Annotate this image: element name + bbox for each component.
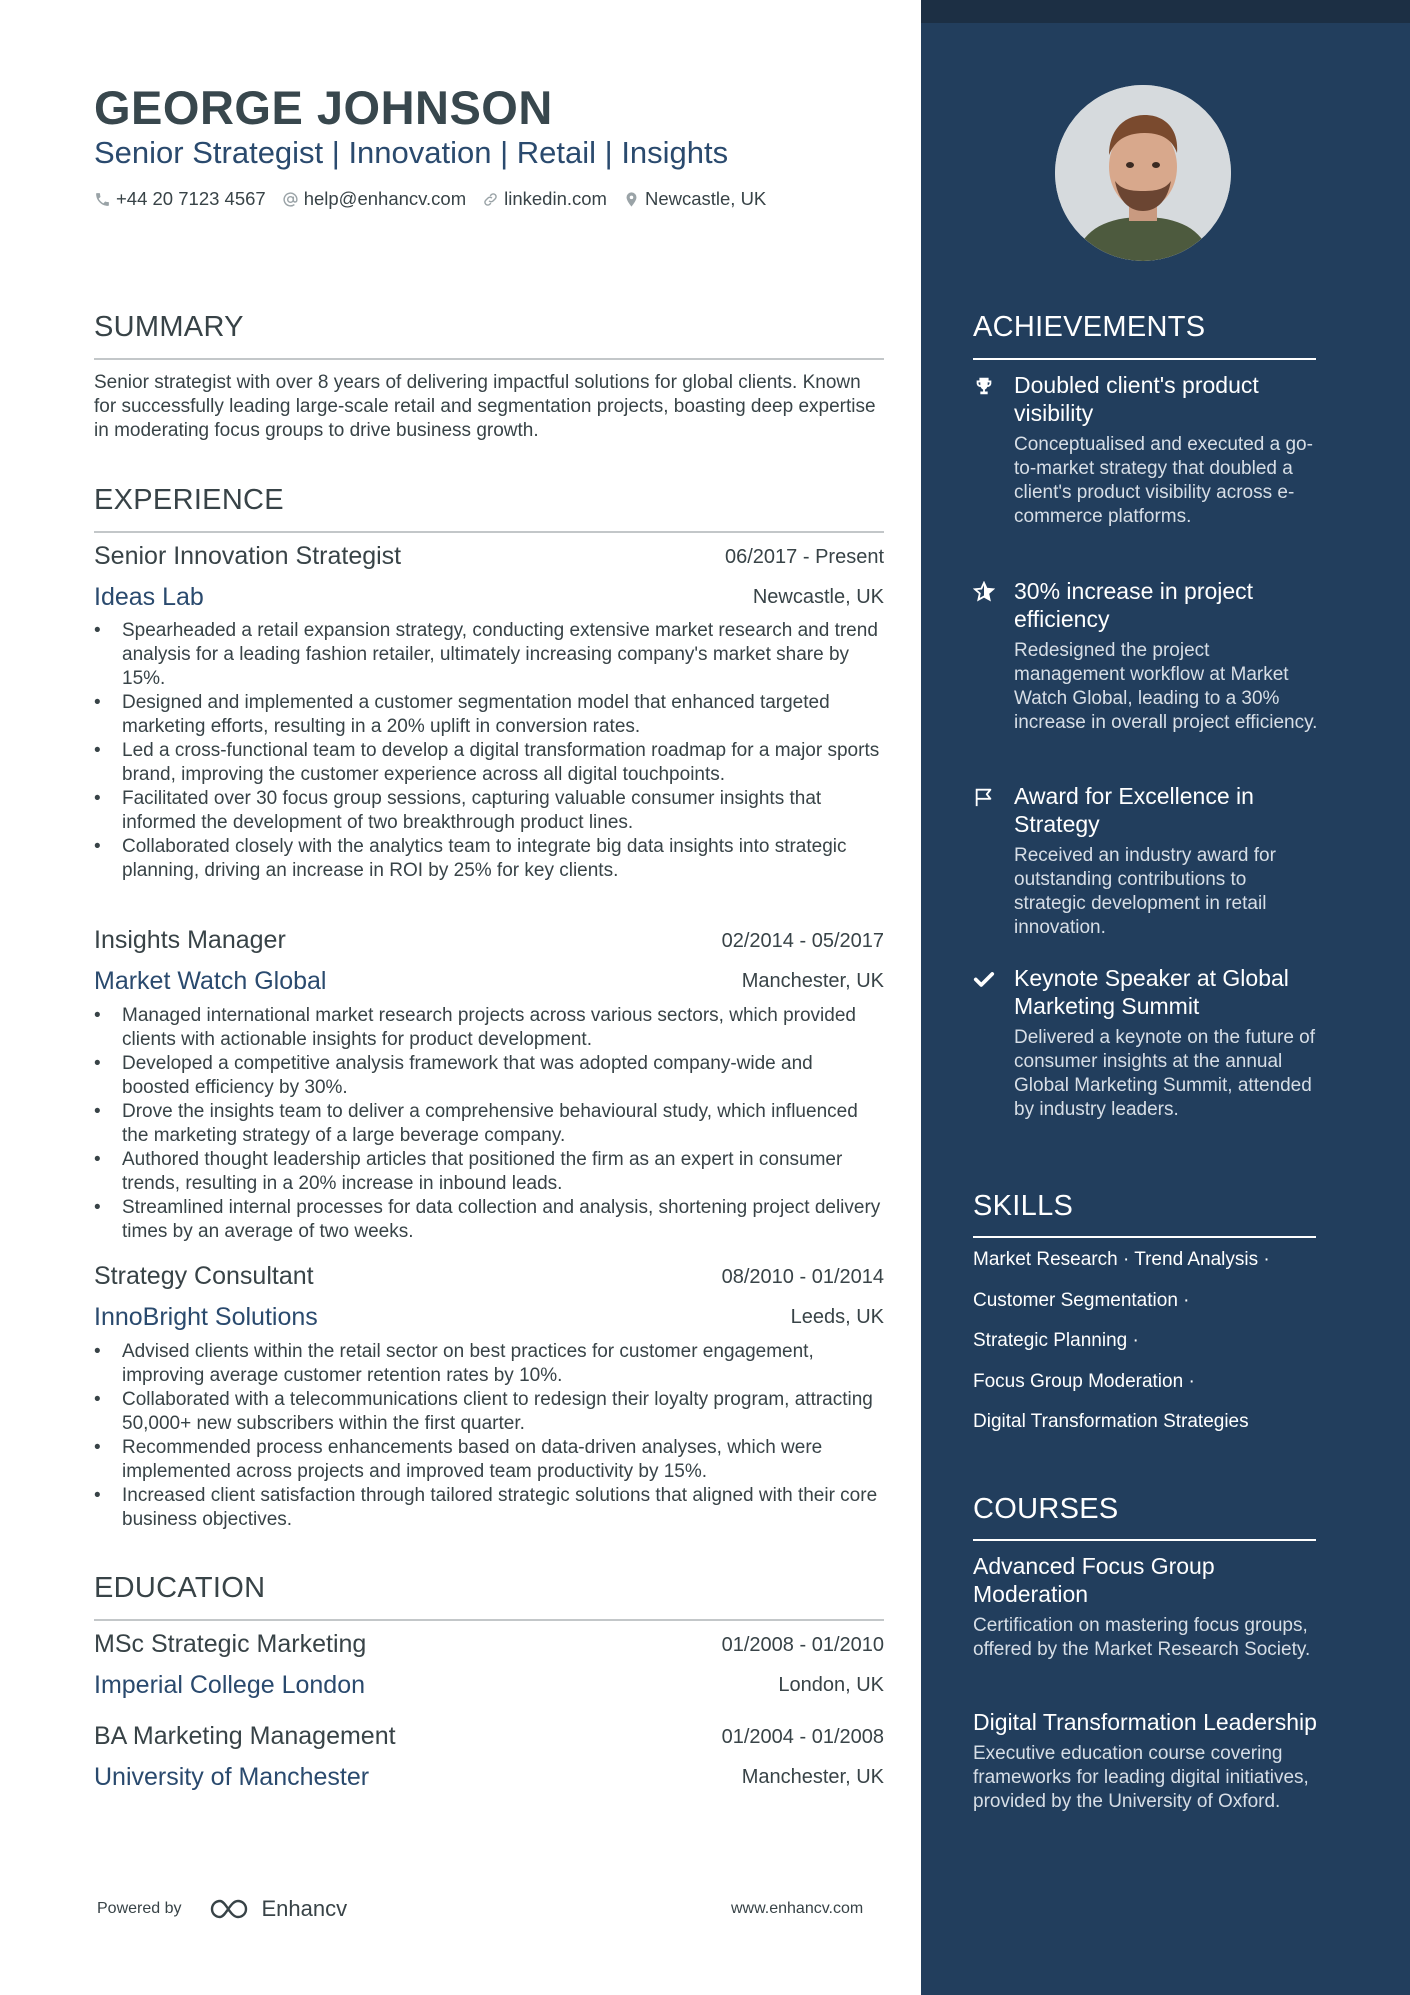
achievement-desc: Delivered a keynote on the future of consumer insights at the annual Global Marketing Summit, attended by industry leaders. — [1014, 1027, 1316, 1120]
list-item: • Designed and implemented a customer segmentation model that enhanced targeted marketing efforts, resulting in a 20% uplift in conversion rates. — [94, 691, 884, 739]
education-title: EDUCATION — [94, 1572, 266, 1604]
experience-title: EXPERIENCE — [94, 484, 284, 516]
skills-title: SKILLS — [973, 1190, 1074, 1222]
skill-line: Digital Transformation Strategies — [973, 1411, 1249, 1432]
job-title: Strategy Consultant — [94, 1262, 314, 1290]
education-school: University of Manchester — [94, 1763, 370, 1791]
powered-by-label: Powered by — [97, 1900, 182, 1917]
job-bullets — [94, 619, 884, 883]
education-location: London, UK — [778, 1674, 884, 1696]
achievement-title: Keynote Speaker at Global Marketing Summit — [1014, 965, 1289, 1019]
skills-list — [973, 1248, 1323, 1451]
candidate-name: GEORGE JOHNSON — [94, 81, 553, 134]
skill-line: Strategic Planning · — [973, 1330, 1139, 1351]
contact-location-text: Newcastle, UK — [644, 188, 767, 209]
sidebar-top-band — [921, 0, 1410, 23]
enhancv-logo-text: Enhancv — [261, 1896, 348, 1921]
list-item: • Facilitated over 30 focus group sessions, capturing valuable consumer insights that informed the development of two breakthrough product lines. — [94, 787, 884, 835]
job-bullets — [94, 1004, 884, 1244]
avatar-portrait — [1055, 85, 1231, 261]
education-dates: 01/2008 - 01/2010 — [721, 1634, 884, 1656]
job-dates: 08/2010 - 01/2014 — [721, 1266, 884, 1288]
phone-icon — [94, 191, 111, 208]
footer-branding — [97, 1896, 347, 1922]
course-item — [973, 1552, 1323, 1662]
job-company: InnoBright Solutions — [94, 1303, 318, 1331]
education-degree: MSc Strategic Marketing — [94, 1630, 367, 1658]
list-item: • Developed a competitive analysis framework that was adopted company-wide and boosted efficiency by 30%. — [94, 1052, 884, 1100]
course-title: Advanced Focus Group Moderation — [973, 1553, 1215, 1607]
list-item: • Drove the insights team to deliver a comprehensive behavioural study, which influenced the marketing strategy of a large beverage company. — [94, 1100, 884, 1148]
skill-line: Market Research · Trend Analysis · — [973, 1249, 1270, 1270]
contact-email-text: help@enhancv.com — [303, 188, 467, 209]
education-dates: 01/2004 - 01/2008 — [721, 1726, 884, 1748]
list-item: • Streamlined internal processes for data collection and analysis, shortening project delivery times by an average of two weeks. — [94, 1196, 884, 1244]
achievement-desc: Received an industry award for outstanding contributions to strategic development in retail innovation. — [1014, 845, 1276, 938]
candidate-headline: Senior Strategist | Innovation | Retail | Insights — [94, 135, 729, 170]
summary-title: SUMMARY — [94, 311, 244, 343]
achievement-desc: Redesigned the project management workflow at Market Watch Global, leading to a 30% increase in overall project efficiency. — [1014, 640, 1318, 733]
job-title: Senior Innovation Strategist — [94, 542, 402, 570]
list-item: • Spearheaded a retail expansion strategy, conducting extensive market research and trend analysis for a leading fashion retailer, ultimately increasing company's market share by 15%. — [94, 619, 884, 691]
achievement-item — [973, 577, 1323, 735]
course-desc: Certification on mastering focus groups, offered by the Market Research Society. — [973, 1615, 1311, 1660]
link-icon — [482, 191, 499, 208]
course-title: Digital Transformation Leadership — [973, 1709, 1317, 1735]
achievements-title: ACHIEVEMENTS — [973, 311, 1206, 343]
job-title: Insights Manager — [94, 926, 286, 954]
contact-linkedin-text: linkedin.com — [504, 188, 607, 209]
list-item: • Collaborated closely with the analytics team to integrate big data insights into strategic planning, driving an increase in ROI by 25% for key clients. — [94, 835, 884, 883]
achievement-title: Doubled client's product visibility — [1014, 372, 1259, 426]
star-icon — [973, 581, 995, 603]
education-divider — [94, 1619, 884, 1621]
check-icon — [973, 968, 995, 990]
summary-text: Senior strategist with over 8 years of delivering impactful solutions for global clients. Known for successfully leading large-scale retail and segmentation projects, boasting deep expertise in moderating focus groups to drive business growth. — [94, 372, 876, 441]
achievement-title: 30% increase in project efficiency — [1014, 578, 1254, 632]
job-bullets — [94, 1340, 884, 1532]
education-school: Imperial College London — [94, 1671, 366, 1699]
courses-divider — [973, 1539, 1316, 1541]
list-item: • Authored thought leadership articles that positioned the firm as an expert in consumer trends, resulting in a 20% increase in inbound leads. — [94, 1148, 884, 1196]
contact-phone-text: +44 20 7123 4567 — [116, 188, 266, 209]
courses-title: COURSES — [973, 1493, 1119, 1525]
job-location: Leeds, UK — [790, 1306, 884, 1328]
list-item: • Increased client satisfaction through tailored strategic solutions that aligned with their core business objectives. — [94, 1484, 884, 1532]
skill-line: Customer Segmentation · — [973, 1289, 1190, 1311]
course-desc: Executive education course covering frameworks for leading digital initiatives, provided by the University of Oxford. — [973, 1743, 1309, 1812]
job-company: Ideas Lab — [94, 583, 204, 611]
course-item — [973, 1708, 1323, 1814]
summary-divider — [94, 358, 884, 360]
education-degree: BA Marketing Management — [94, 1722, 396, 1750]
at-icon — [282, 191, 299, 208]
job-location: Manchester, UK — [741, 970, 884, 992]
enhancv-logo-icon — [208, 1897, 254, 1921]
experience-divider — [94, 531, 884, 533]
enhancv-logo[interactable] — [208, 1896, 348, 1922]
list-item: • Collaborated with a telecommunications client to redesign their loyalty program, attracting 50,000+ new subscribers within the first quarter. — [94, 1388, 884, 1436]
achievement-desc: Conceptualised and executed a go-to-market strategy that doubled a client's product visibility across e-commerce platforms. — [1014, 434, 1313, 527]
job-company: Market Watch Global — [94, 967, 327, 995]
skills-divider — [973, 1236, 1316, 1238]
footer-website[interactable]: www.enhancv.com — [731, 1900, 864, 1917]
contact-email[interactable] — [282, 188, 466, 210]
contact-info — [94, 188, 766, 210]
job-dates: 02/2014 - 05/2017 — [721, 930, 884, 952]
job-location: Newcastle, UK — [752, 586, 884, 608]
achievement-item — [973, 371, 1323, 529]
achievements-divider — [973, 358, 1316, 360]
achievement-item — [973, 964, 1323, 1122]
education-location: Manchester, UK — [741, 1766, 884, 1788]
list-item: • Led a cross-functional team to develop a digital transformation roadmap for a major sports brand, improving the customer experience across all digital touchpoints. — [94, 739, 884, 787]
trophy-icon — [973, 375, 995, 397]
list-item: • Managed international market research projects across various sectors, which provided clients with actionable insights for product development. — [94, 1004, 884, 1052]
skill-line: Focus Group Moderation · — [973, 1370, 1195, 1392]
list-item: • Recommended process enhancements based on data-driven analyses, which were implemented across projects and improved team productivity by 15%. — [94, 1436, 884, 1484]
avatar — [1055, 85, 1231, 261]
location-pin-icon — [623, 191, 640, 208]
contact-linkedin[interactable] — [482, 188, 607, 210]
flag-icon — [973, 786, 995, 808]
achievement-title: Award for Excellence in Strategy — [1014, 783, 1254, 837]
contact-phone[interactable] — [94, 188, 266, 210]
contact-location — [623, 188, 766, 210]
job-dates: 06/2017 - Present — [725, 546, 884, 568]
list-item: • Advised clients within the retail sector on best practices for customer engagement, improving average customer retention rates by 10%. — [94, 1340, 884, 1388]
achievement-item — [973, 782, 1323, 940]
